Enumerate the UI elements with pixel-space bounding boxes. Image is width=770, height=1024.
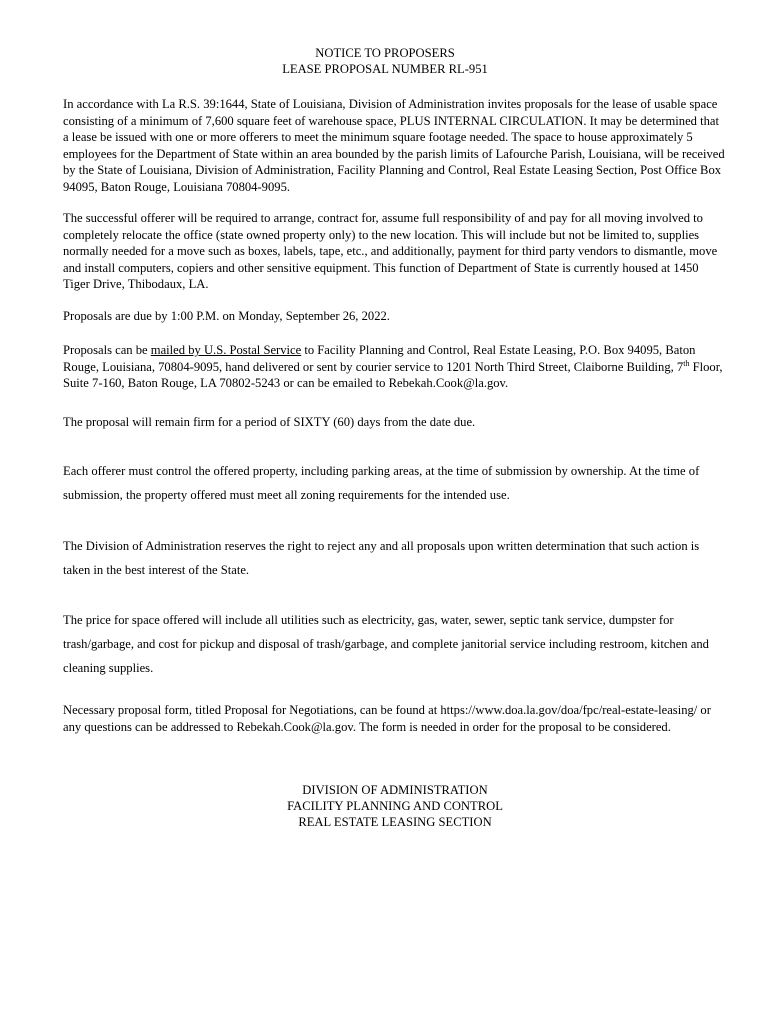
lease-proposal-number: LEASE PROPOSAL NUMBER RL-951 <box>282 62 488 76</box>
paragraph-due-date: Proposals are due by 1:00 P.M. on Monday, September 26, 2022. <box>63 309 390 323</box>
submission-text-mid: to Facility Planning and Control, Real Estate Leasing, P.O. Box 94095, Baton Rouge, Louisiana, 70804-9095, hand delivered or sent by courier service to 1201 North Third Street, Claiborne Building, 7 <box>63 343 696 374</box>
submission-text-start: Proposals can be <box>63 343 151 357</box>
ordinal-superscript: th <box>683 358 690 368</box>
paragraph-reserve-right: The Division of Administration reserves the right to reject any and all proposals upon written determination that such action is taken in the best interest of the State. <box>63 539 700 577</box>
footer-division: DIVISION OF ADMINISTRATION <box>302 783 488 797</box>
notice-title: NOTICE TO PROPOSERS <box>315 46 455 60</box>
notice-heading <box>0 45 770 77</box>
paragraph-proposal-form: Necessary proposal form, titled Proposal for Negotiations, can be found at https://www.doa.la.gov/doa/fpc/real-estate-leasing/ or any questions can be addressed to Rebekah.Cook@la.gov. The form is needed in order for the proposal to be considered. <box>63 703 711 734</box>
paragraph-utilities: The price for space offered will include all utilities such as electricity, gas, water, sewer, septic tank service, dumpster for trash/garbage, and cost for pickup and disposal of trash/garbage, and complete janitorial service including restroom, kitchen and cleaning supplies. <box>63 613 709 675</box>
paragraph-firm-period: The proposal will remain firm for a period of SIXTY (60) days from the date due. <box>63 415 476 429</box>
paragraph-property-control: Each offerer must control the offered property, including parking areas, at the time of submission by ownership. At the time of submission, the property offered must meet all zoning requirements for the intended use. <box>63 464 700 502</box>
signature-block <box>0 782 770 830</box>
mailed-by-usps-underlined: mailed by U.S. Postal Service <box>150 343 302 357</box>
paragraph-relocation: The successful offerer will be required to arrange, contract for, assume full responsibility of and pay for all moving involved to completely relocate the office (state owned property only) to the new location. This will include but not be limited to, supplies normally needed for a move such as boxes, labels, tape, etc., and additionally, payment for third party vendors to dismantle, move and install computers, copiers and other sensitive equipment. This function of Department of State is currently housed at 1450 Tiger Drive, Thibodaux, LA. <box>63 211 718 292</box>
paragraph-submission <box>63 342 727 392</box>
footer-section: REAL ESTATE LEASING SECTION <box>298 815 492 829</box>
footer-facility: FACILITY PLANNING AND CONTROL <box>287 799 503 813</box>
submission-text-end: Floor, Suite 7-160, Baton Rouge, LA 70802-5243 or can be emailed to Rebekah.Cook@la.gov. <box>63 359 723 391</box>
paragraph-intro: In accordance with La R.S. 39:1644, State of Louisiana, Division of Administration invites proposals for the lease of usable space consisting of a minimum of 7,600 square feet of warehouse space, PLUS INTERNAL CIRCULATION. It may be determined that a lease be issued with one or more offerers to meet the minimum square footage needed. The space to house approximately 5 employees for the Department of State within an area bounded by the parish limits of Lafourche Parish, Louisiana, will be received by the State of Louisiana, Division of Administration, Facility Planning and Control, Real Estate Leasing Section, Post Office Box 94095, Baton Rouge, Louisiana 70804-9095. <box>63 97 725 194</box>
